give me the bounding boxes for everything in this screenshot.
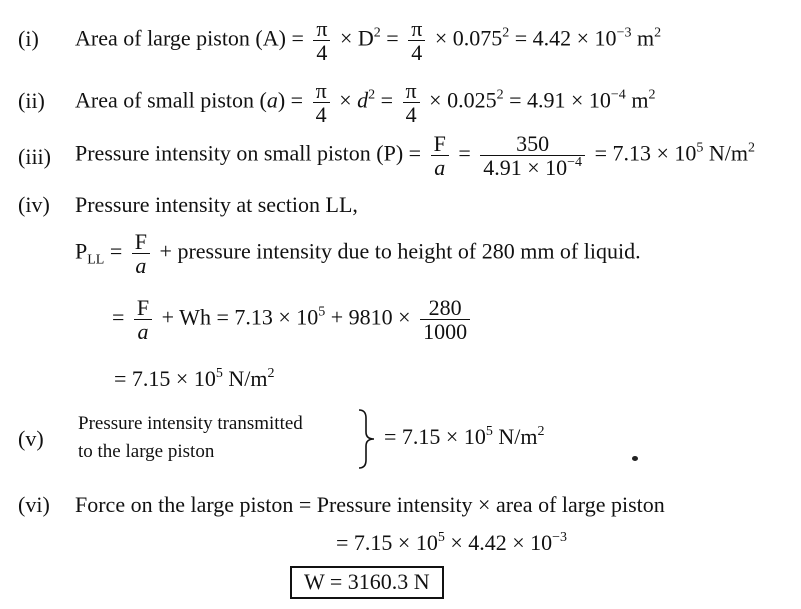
F-over-a: $\frac{F}{a}$: [134, 296, 152, 343]
area-large-lhs: Area of large piston (A) =: [75, 25, 304, 51]
pll-result: = $7.15 \times 10^5$ $N/m^2$: [114, 366, 275, 391]
pi-over-4: $\frac{\pi}{4}$: [408, 17, 425, 64]
scan-speck: [632, 456, 638, 461]
step-label: (iv): [18, 192, 50, 217]
step-ii: (ii) Area of small piston (a) = $\frac{\pi}{4}$ × $d^2$ = $\frac{\pi}{4}$ × $0.025^2 = 4.91 \times 10^{-4}$ $m^2$: [18, 78, 656, 128]
pi-over-4: $\frac{\pi}{4}$: [313, 79, 330, 126]
pi-over-4: $\frac{\pi}{4}$: [403, 79, 420, 126]
step-label: (v): [18, 426, 44, 451]
step-label: (iii): [18, 144, 51, 169]
pll-equation-line2: = $\frac{F}{a}$ + $Wh = 7.13 \times 10^5 + 9810$ × $\frac{280}{1000}$: [112, 296, 474, 343]
step-label: (i): [18, 26, 39, 51]
right-brace: [356, 408, 378, 470]
step-label: (vi): [18, 492, 50, 517]
F-over-a: $\frac{F}{a}$: [132, 230, 150, 277]
step-v: (v) Pressure intensity transmitted to the large piston = $7.15 \times 10^5$ $N/m^2$: [0, 408, 801, 472]
F-over-a: $\frac{F}{a}$: [431, 132, 449, 179]
pll-equation: $P_{LL}$ = $\frac{F}{a}$ + pressure intensity due to height of 280 mm of liquid.: [75, 229, 641, 279]
step-label: (ii): [18, 88, 45, 113]
pi-over-4: $\frac{\pi}{4}$: [313, 17, 330, 64]
final-answer: [290, 566, 444, 599]
step-i: (i) Area of large piston (A) = $\frac{\pi}{4}$ × $D^2$ = $\frac{\pi}{4}$ × $0.075^2 = 4.42 \times 10^{-3}$ $m^2$: [18, 16, 662, 66]
answer-box: W = 3160.3 N: [290, 566, 444, 599]
step-iii: (iii) Pressure intensity on small piston (P) = $\frac{F}{a}$ = $\frac{350}{4.91 \times 10^{-4}}$ = $7.13 \times 10^5$ $N/m^2$: [18, 131, 756, 181]
height-fraction: $\frac{280}{1000}$: [420, 296, 470, 343]
force-calculation: = $7.15 \times 10^5 \times 4.42 \times 10^{-3}$: [336, 530, 568, 555]
force-over-area: $\frac{350}{4.91 \times 10^{-4}}$: [480, 132, 585, 179]
